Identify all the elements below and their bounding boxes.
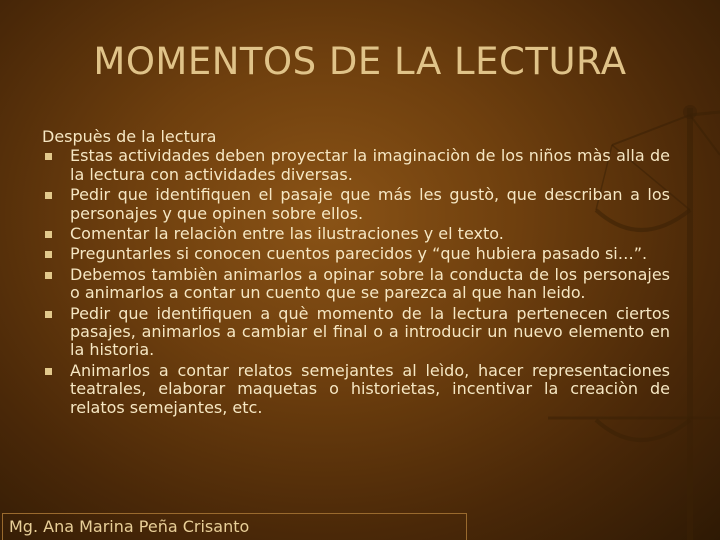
square-bullet-icon	[45, 251, 52, 258]
list-item	[42, 225, 670, 243]
list-item	[42, 362, 670, 417]
list-item-text: Pedir que identifiquen a què momento de la lectura pertenecen ciertos pasajes, animarlos a cambiar el final o a introducir un nuevo elemento en la historia.	[70, 303, 670, 360]
footer-author-box	[2, 513, 467, 540]
square-bullet-icon	[45, 368, 52, 375]
square-bullet-icon	[45, 272, 52, 279]
list-item	[42, 266, 670, 303]
bullet-list	[42, 147, 670, 417]
square-bullet-icon	[45, 311, 52, 318]
list-item-text: Pedir que identifiquen el pasaje que más les gustò, que describan a los personajes y que opinen sobre ellos.	[70, 185, 670, 223]
list-item	[42, 245, 670, 263]
list-item-text: Preguntarles si conocen cuentos parecidos y “que hubiera pasado si…”.	[70, 244, 648, 264]
footer-author: Mg. Ana Marina Peña Crisanto	[9, 517, 250, 536]
list-item-text: Estas actividades deben proyectar la imaginaciòn de los niños màs alla de la lectura con actividades diversas.	[70, 146, 670, 184]
square-bullet-icon	[45, 231, 52, 238]
section-heading: Despuès de la lectura	[42, 127, 217, 146]
list-item	[42, 305, 670, 360]
list-item	[42, 147, 670, 184]
slide-body	[42, 128, 670, 419]
square-bullet-icon	[45, 192, 52, 199]
list-item	[42, 186, 670, 223]
slide-title: MOMENTOS DE LA LECTURA	[93, 40, 627, 83]
list-item-text: Comentar la relaciòn entre las ilustraciones y el texto.	[70, 224, 504, 244]
list-item-text: Debemos tambièn animarlos a opinar sobre la conducta de los personajes o animarlos a contar un cuento que se parezca al que han leido.	[70, 264, 670, 303]
list-item-text: Animarlos a contar relatos semejantes al leìdo, hacer representaciones teatrales, elaborar maquetas o historietas, incentivar la creaciòn de relatos semejantes, etc.	[70, 360, 670, 417]
square-bullet-icon	[45, 153, 52, 160]
